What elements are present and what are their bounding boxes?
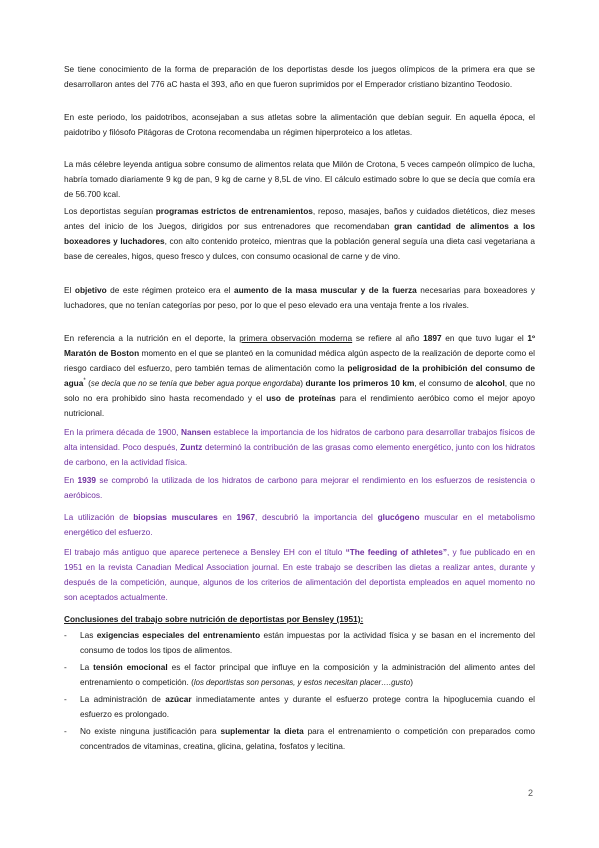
text: están impuestas por la actividad física y se basan en el incremento del consumo de todos los tipos de alimentos. (80, 630, 536, 655)
list-item (64, 628, 535, 658)
text: Los deportistas seguían (64, 206, 156, 216)
bold-text: uso de proteínas (266, 393, 336, 403)
bold-text: aumento de la masa muscular y de la fuerza (233, 285, 417, 295)
bold-text: peligrosidad de la prohibición del consumo de agua (64, 363, 535, 388)
paragraph-nansen-zuntz (64, 425, 535, 470)
bold-text: 1897 (423, 333, 442, 343)
conclusions-list (64, 628, 535, 756)
text: La administración de (80, 694, 166, 704)
text: se comprobó la utilizada de los hidratos de carbono para mejorar el rendimiento en los esfuerzos de resistencia o aeróbicos. (64, 475, 535, 500)
bold-text: “The feeding of athletes” (345, 547, 447, 557)
text: La (80, 662, 94, 672)
italic-text: los deportistas son personas, y estos necesitan placer….gusto (193, 678, 411, 687)
bold-text: azúcar (165, 694, 192, 704)
bold-text: objetivo (74, 285, 107, 295)
text: momento en el que se planteó en la comunidad médica algún aspecto de la realización de deporte como el riesgo cardiaco del esfuerzo, pero también temas de alimentación como la (64, 348, 535, 373)
text: establece la importancia de los hidratos de carbono para desarrollar trabajos físicos de alta intensidad. Poco después, (64, 427, 535, 452)
dash-bullet-icon: - (64, 726, 67, 736)
list-item (64, 660, 535, 690)
text: ( (85, 378, 91, 388)
conclusions-heading: Conclusiones del trabajo sobre nutrición de deportistas por Bensley (1951): (64, 614, 364, 624)
bold-text: 1º Maratón de Boston (64, 333, 536, 358)
text: ) (410, 677, 413, 687)
paragraph-bensley (64, 545, 535, 605)
bold-text: 1939 (77, 475, 96, 485)
bold-text: durante los primeros 10 km (305, 378, 415, 388)
footnote-marker: * (83, 378, 86, 385)
text: El trabajo más antiguo que aparece pertenece a Bensley EH con el título (64, 547, 346, 557)
underlined-text: primera observación moderna (239, 333, 353, 343)
bold-text: glucógeno (377, 512, 420, 522)
text: determinó la contribución de las grasas como elemento energético, junto con los hidratos de carbono, en la actividad física. (64, 442, 535, 467)
dash-bullet-icon: - (64, 694, 67, 704)
bold-text: biopsias musculares (133, 512, 218, 522)
text: No existe ninguna justificación para (80, 726, 221, 736)
text: se refiere al año (352, 333, 424, 343)
text: para el entrenamiento o competición con preparados como concentrados de vitaminas, creatina, glicina, gelatina, fosfatos y lecitina. (80, 726, 535, 751)
text: En (64, 475, 78, 485)
text: en (217, 512, 237, 522)
text: es el factor principal que influye en la composición y la administración del alimento antes del entrenamiento o competición. ( (80, 662, 536, 687)
text: En referencia a la nutrición en el deporte, la (64, 333, 240, 343)
bold-text: 1967 (236, 512, 256, 522)
paragraph-1939 (64, 473, 535, 503)
text: inmediatamente antes y durante el esfuerzo protege contra la hipoglucemia cuando el esfuerzo es prolongado. (80, 694, 535, 719)
text: La utilización de (64, 512, 134, 522)
text: en que tuvo lugar el (441, 333, 528, 343)
text: ) (300, 378, 306, 388)
bold-text: alcohol (475, 378, 505, 388)
paragraph-milon-legend: La más célebre leyenda antigua sobre consumo de alimentos relata que Milón de Crotona, 5 veces campeón olímpico de lucha, habría tomado diariamente 9 kg de pan, 9 kg de carne y 8,5L de vino. El cálculo estimado sobre lo que se decía que comía era de 56.700 kcal. (64, 159, 535, 199)
dash-bullet-icon: - (64, 662, 67, 672)
bold-text: gran cantidad de alimentos a los boxeadores y luchadores (64, 221, 535, 246)
bold-text: tensión emocional (93, 662, 168, 672)
paragraph-boston-marathon (64, 331, 535, 421)
bold-text: exigencias especiales del entrenamiento (96, 630, 261, 640)
text: El (64, 285, 75, 295)
bold-text: programas estrictos de entrenamientos (155, 206, 313, 216)
paragraph-training-programs (64, 204, 535, 264)
text: , con alto contenido proteico, mientras que la población general seguía una dieta casi vegetariana a base de cereales, higos, queso fresco y dulces, con consumo ocasional de carne y de vino. (64, 236, 536, 261)
bold-text: Zuntz (180, 442, 203, 452)
text: En la primera década de 1900, (64, 427, 181, 437)
bold-text: Nansen (180, 427, 211, 437)
paragraph-paidotribos: En este periodo, los paidotribos, aconsejaban a sus atletas sobre la alimentación que debían seguir. En aquella época, el paidotribo y filósofo Pitágoras de Crotona recomendaba un régimen hiperproteico a los atletas. (64, 112, 535, 137)
list-item (64, 724, 535, 754)
text: , que no solo no era prohibido sino hasta recomendado y el (64, 378, 535, 403)
text: , y fue publicado en en 1951 en la revista Canadian Medical Association journal. En este trabajo se describen las dietas a realizar antes, durante y después de la competición, aunque, algunos de los criterios de alimentación del deportista empleados en aquel momento no son aceptados actualmente. (64, 547, 535, 602)
text: necesarias para boxeadores y luchadores, que no tenían categorías por peso, por lo que el peso elevado era una ventaja frente a los rivales. (64, 285, 535, 310)
text: , descubrió la importancia del (255, 512, 378, 522)
bold-text: suplementar la dieta (220, 726, 304, 736)
text: , el consumo de (414, 378, 476, 388)
text: , reposo, masajes, baños y cuidados dietéticos, diez meses antes del inicio de los Juegos, dirigidos por sus entrenadores que recomendaban (64, 206, 535, 231)
text: muscular en el metabolismo energético del esfuerzo. (64, 512, 535, 537)
italic-text: se decía que no se tenía que beber agua porque engordaba (90, 379, 301, 388)
page-number: 2 (528, 788, 534, 798)
text: de este régimen proteico era el (106, 285, 234, 295)
text: Las (80, 630, 97, 640)
paragraph-olympic-origins: Se tiene conocimiento de la forma de preparación de los deportistas desde los juegos olímpicos de la primera era que se desarrollaron antes del 776 aC hasta el 393, año en que fueron suprimidos por el Emperador cristiano bizantino Teodosio. (64, 64, 535, 89)
dash-bullet-icon: - (64, 630, 67, 640)
text: para el rendimiento aeróbico como el mejor apoyo nutricional. (64, 393, 535, 418)
paragraph-biopsias (64, 510, 535, 540)
list-item (64, 692, 535, 722)
paragraph-protein-objective (64, 283, 535, 313)
